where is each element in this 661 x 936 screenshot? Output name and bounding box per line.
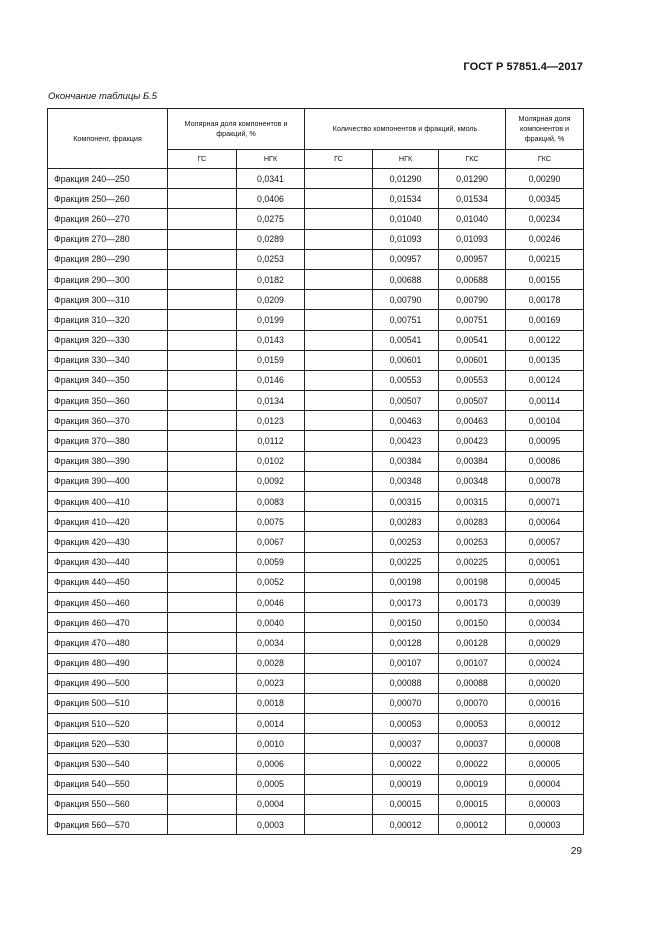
cell-q-gs [305,330,373,350]
cell-q-ngk: 0,01290 [373,169,439,189]
cell-q-gs [305,290,373,310]
cell-q-ngk: 0,00751 [373,310,439,330]
table-row [48,290,584,310]
cell-q-ngk: 0,00957 [373,249,439,269]
cell-q-gks: 0,00957 [439,249,506,269]
cell-q-gks: 0,00315 [439,492,506,512]
cell-q-ngk: 0,00037 [373,734,439,754]
cell-ngk: 0,0034 [237,633,305,653]
cell-ngk: 0,0040 [237,613,305,633]
cell-m-gks: 0,00104 [506,411,584,431]
subheader-gs: ГС [168,150,237,169]
subheader-gks: ГКС [506,150,584,169]
cell-gs [168,431,237,451]
cell-gs [168,815,237,835]
table-row [48,774,584,794]
cell-q-ngk: 0,00012 [373,815,439,835]
table-row [48,794,584,814]
cell-q-gks: 0,01534 [439,189,506,209]
cell-gs [168,411,237,431]
cell-gs [168,492,237,512]
cell-m-gks: 0,00024 [506,653,584,673]
cell-m-gks: 0,00155 [506,269,584,289]
cell-m-gks: 0,00178 [506,290,584,310]
cell-q-gks: 0,00553 [439,370,506,390]
cell-q-gs [305,512,373,532]
cell-name: Фракция 270—280 [48,229,168,249]
cell-q-ngk: 0,00053 [373,714,439,734]
cell-ngk: 0,0112 [237,431,305,451]
cell-q-gks: 0,00463 [439,411,506,431]
data-table [47,108,584,835]
header-quantity: Количество компонентов и фракций, кмоль [305,109,506,150]
cell-ngk: 0,0003 [237,815,305,835]
cell-name: Фракция 380—390 [48,451,168,471]
cell-ngk: 0,0143 [237,330,305,350]
cell-q-gs [305,572,373,592]
cell-q-ngk: 0,00790 [373,290,439,310]
table-row [48,532,584,552]
cell-gs [168,774,237,794]
cell-q-ngk: 0,00088 [373,673,439,693]
cell-m-gks: 0,00029 [506,633,584,653]
cell-ngk: 0,0028 [237,653,305,673]
cell-gs [168,754,237,774]
cell-name: Фракция 460—470 [48,613,168,633]
cell-m-gks: 0,00124 [506,370,584,390]
table-row [48,613,584,633]
table-row [48,411,584,431]
cell-q-gks: 0,00173 [439,592,506,612]
header-molar-fraction-gks: Молярная доля компонентов и фракций, % [506,109,584,150]
cell-q-gks: 0,00688 [439,269,506,289]
cell-ngk: 0,0134 [237,391,305,411]
cell-m-gks: 0,00005 [506,754,584,774]
table-row [48,633,584,653]
page-number: 29 [570,846,582,857]
cell-q-ngk: 0,00128 [373,633,439,653]
cell-q-gs [305,693,373,713]
cell-m-gks: 0,00114 [506,391,584,411]
cell-q-gks: 0,00507 [439,391,506,411]
cell-name: Фракция 390—400 [48,471,168,491]
cell-q-gks: 0,00225 [439,552,506,572]
cell-name: Фракция 540—550 [48,774,168,794]
cell-ngk: 0,0004 [237,794,305,814]
cell-gs [168,391,237,411]
cell-ngk: 0,0406 [237,189,305,209]
cell-q-gks: 0,00283 [439,512,506,532]
cell-q-gs [305,492,373,512]
cell-name: Фракция 340—350 [48,370,168,390]
header-component: Компонент, фракция [48,109,168,169]
cell-gs [168,249,237,269]
cell-ngk: 0,0199 [237,310,305,330]
cell-q-gs [305,350,373,370]
cell-q-gs [305,774,373,794]
cell-ngk: 0,0275 [237,209,305,229]
cell-q-gks: 0,00253 [439,532,506,552]
cell-m-gks: 0,00290 [506,169,584,189]
cell-name: Фракция 420—430 [48,532,168,552]
cell-q-gs [305,269,373,289]
cell-m-gks: 0,00039 [506,592,584,612]
cell-m-gks: 0,00071 [506,492,584,512]
subheader-ngk: НГК [237,150,305,169]
cell-q-ngk: 0,00173 [373,592,439,612]
header-molar-fraction: Молярная доля компонентов и фракций, % [168,109,305,150]
cell-ngk: 0,0005 [237,774,305,794]
cell-name: Фракция 300—310 [48,290,168,310]
cell-name: Фракция 500—510 [48,693,168,713]
cell-gs [168,209,237,229]
cell-name: Фракция 250—260 [48,189,168,209]
cell-ngk: 0,0010 [237,734,305,754]
cell-gs [168,451,237,471]
cell-m-gks: 0,00016 [506,693,584,713]
cell-q-gs [305,229,373,249]
cell-gs [168,633,237,653]
cell-q-gks: 0,00019 [439,774,506,794]
cell-q-ngk: 0,01040 [373,209,439,229]
table-row [48,189,584,209]
cell-gs [168,512,237,532]
cell-q-gks: 0,00198 [439,572,506,592]
table-row [48,269,584,289]
cell-gs [168,169,237,189]
cell-m-gks: 0,00215 [506,249,584,269]
table-row [48,249,584,269]
table-row [48,350,584,370]
cell-ngk: 0,0075 [237,512,305,532]
cell-gs [168,290,237,310]
cell-q-ngk: 0,00688 [373,269,439,289]
cell-name: Фракция 450—460 [48,592,168,612]
cell-ngk: 0,0092 [237,471,305,491]
cell-q-ngk: 0,00019 [373,774,439,794]
cell-m-gks: 0,00169 [506,310,584,330]
cell-gs [168,653,237,673]
cell-q-ngk: 0,00283 [373,512,439,532]
cell-q-gks: 0,01040 [439,209,506,229]
table-row [48,754,584,774]
cell-m-gks: 0,00345 [506,189,584,209]
cell-name: Фракция 320—330 [48,330,168,350]
cell-m-gks: 0,00034 [506,613,584,633]
cell-ngk: 0,0123 [237,411,305,431]
cell-q-gks: 0,00601 [439,350,506,370]
cell-q-gs [305,794,373,814]
cell-q-gs [305,451,373,471]
cell-ngk: 0,0209 [237,290,305,310]
cell-m-gks: 0,00234 [506,209,584,229]
cell-gs [168,673,237,693]
cell-q-gks: 0,00015 [439,794,506,814]
cell-ngk: 0,0052 [237,572,305,592]
cell-q-gs [305,613,373,633]
cell-q-gs [305,370,373,390]
cell-name: Фракция 290—300 [48,269,168,289]
cell-name: Фракция 240—250 [48,169,168,189]
cell-q-gks: 0,00053 [439,714,506,734]
cell-gs [168,552,237,572]
cell-q-ngk: 0,00198 [373,572,439,592]
cell-m-gks: 0,00020 [506,673,584,693]
cell-gs [168,714,237,734]
cell-m-gks: 0,00135 [506,350,584,370]
cell-q-ngk: 0,00022 [373,754,439,774]
cell-gs [168,532,237,552]
cell-q-gs [305,734,373,754]
cell-q-ngk: 0,00423 [373,431,439,451]
cell-name: Фракция 430—440 [48,552,168,572]
table-caption: Окончание таблицы Б.5 [48,91,158,102]
table-row [48,815,584,835]
cell-q-gs [305,714,373,734]
cell-name: Фракция 310—320 [48,310,168,330]
table-row [48,229,584,249]
cell-q-gs [305,673,373,693]
cell-ngk: 0,0253 [237,249,305,269]
subheader-gs: ГС [305,150,373,169]
cell-q-ngk: 0,00553 [373,370,439,390]
cell-q-gks: 0,00751 [439,310,506,330]
cell-name: Фракция 400—410 [48,492,168,512]
cell-q-ngk: 0,01534 [373,189,439,209]
cell-q-ngk: 0,00348 [373,471,439,491]
cell-gs [168,794,237,814]
cell-name: Фракция 440—450 [48,572,168,592]
table-row [48,431,584,451]
cell-q-gs [305,209,373,229]
table-row [48,592,584,612]
cell-ngk: 0,0159 [237,350,305,370]
cell-q-gks: 0,00037 [439,734,506,754]
table-row [48,734,584,754]
table-row [48,552,584,572]
cell-q-gs [305,471,373,491]
cell-q-ngk: 0,00541 [373,330,439,350]
cell-gs [168,330,237,350]
subheader-gks: ГКС [439,150,506,169]
cell-name: Фракция 510—520 [48,714,168,734]
cell-ngk: 0,0018 [237,693,305,713]
cell-q-ngk: 0,00315 [373,492,439,512]
cell-q-gks: 0,01290 [439,169,506,189]
cell-q-gs [305,552,373,572]
table-row [48,310,584,330]
table-row [48,169,584,189]
table-row [48,370,584,390]
cell-ngk: 0,0046 [237,592,305,612]
cell-q-ngk: 0,00601 [373,350,439,370]
cell-q-ngk: 0,01093 [373,229,439,249]
cell-name: Фракция 410—420 [48,512,168,532]
cell-m-gks: 0,00057 [506,532,584,552]
cell-q-gks: 0,00150 [439,613,506,633]
cell-gs [168,693,237,713]
cell-m-gks: 0,00051 [506,552,584,572]
cell-ngk: 0,0182 [237,269,305,289]
cell-q-gs [305,653,373,673]
cell-name: Фракция 360—370 [48,411,168,431]
cell-q-gs [305,592,373,612]
cell-m-gks: 0,00064 [506,512,584,532]
subheader-ngk: НГК [373,150,439,169]
cell-ngk: 0,0341 [237,169,305,189]
cell-m-gks: 0,00122 [506,330,584,350]
cell-q-gs [305,169,373,189]
cell-q-gks: 0,00541 [439,330,506,350]
cell-q-gs [305,391,373,411]
cell-name: Фракция 520—530 [48,734,168,754]
document-code: ГОСТ Р 57851.4—2017 [463,61,583,73]
cell-gs [168,189,237,209]
cell-gs [168,350,237,370]
cell-gs [168,572,237,592]
table-row [48,391,584,411]
cell-q-gks: 0,01093 [439,229,506,249]
cell-ngk: 0,0006 [237,754,305,774]
table-row [48,673,584,693]
cell-m-gks: 0,00003 [506,794,584,814]
cell-q-ngk: 0,00507 [373,391,439,411]
cell-q-gs [305,411,373,431]
cell-m-gks: 0,00008 [506,734,584,754]
cell-q-ngk: 0,00225 [373,552,439,572]
cell-gs [168,370,237,390]
cell-m-gks: 0,00078 [506,471,584,491]
cell-q-ngk: 0,00107 [373,653,439,673]
cell-q-gks: 0,00384 [439,451,506,471]
cell-ngk: 0,0146 [237,370,305,390]
cell-ngk: 0,0023 [237,673,305,693]
cell-q-ngk: 0,00150 [373,613,439,633]
cell-q-ngk: 0,00463 [373,411,439,431]
cell-q-gs [305,815,373,835]
cell-q-ngk: 0,00253 [373,532,439,552]
cell-m-gks: 0,00004 [506,774,584,794]
cell-q-gks: 0,00423 [439,431,506,451]
cell-gs [168,310,237,330]
cell-name: Фракция 260—270 [48,209,168,229]
cell-m-gks: 0,00012 [506,714,584,734]
cell-name: Фракция 550—560 [48,794,168,814]
cell-name: Фракция 370—380 [48,431,168,451]
cell-ngk: 0,0289 [237,229,305,249]
table-row [48,572,584,592]
cell-name: Фракция 330—340 [48,350,168,370]
cell-ngk: 0,0059 [237,552,305,572]
cell-name: Фракция 470—480 [48,633,168,653]
table-row [48,471,584,491]
cell-ngk: 0,0102 [237,451,305,471]
table-row [48,492,584,512]
cell-name: Фракция 480—490 [48,653,168,673]
cell-q-gks: 0,00012 [439,815,506,835]
cell-m-gks: 0,00045 [506,572,584,592]
cell-gs [168,613,237,633]
table-row [48,693,584,713]
cell-m-gks: 0,00095 [506,431,584,451]
cell-gs [168,592,237,612]
cell-q-ngk: 0,00384 [373,451,439,471]
cell-q-gks: 0,00790 [439,290,506,310]
cell-q-gs [305,249,373,269]
cell-name: Фракция 280—290 [48,249,168,269]
cell-m-gks: 0,00086 [506,451,584,471]
table-row [48,653,584,673]
cell-q-gks: 0,00070 [439,693,506,713]
table-row [48,714,584,734]
cell-gs [168,229,237,249]
table-row [48,451,584,471]
cell-q-gs [305,754,373,774]
cell-name: Фракция 350—360 [48,391,168,411]
cell-ngk: 0,0067 [237,532,305,552]
cell-q-ngk: 0,00015 [373,794,439,814]
cell-q-gks: 0,00107 [439,653,506,673]
cell-name: Фракция 490—500 [48,673,168,693]
cell-ngk: 0,0014 [237,714,305,734]
cell-q-gks: 0,00348 [439,471,506,491]
cell-q-gks: 0,00088 [439,673,506,693]
table-row [48,512,584,532]
cell-name: Фракция 530—540 [48,754,168,774]
cell-q-gks: 0,00128 [439,633,506,653]
cell-q-gs [305,532,373,552]
cell-gs [168,471,237,491]
cell-q-ngk: 0,00070 [373,693,439,713]
cell-q-gs [305,189,373,209]
cell-q-gks: 0,00022 [439,754,506,774]
cell-ngk: 0,0083 [237,492,305,512]
cell-q-gs [305,633,373,653]
cell-name: Фракция 560—570 [48,815,168,835]
cell-gs [168,734,237,754]
cell-gs [168,269,237,289]
cell-m-gks: 0,00246 [506,229,584,249]
table-row [48,209,584,229]
cell-q-gs [305,310,373,330]
cell-q-gs [305,431,373,451]
cell-m-gks: 0,00003 [506,815,584,835]
table-row [48,330,584,350]
